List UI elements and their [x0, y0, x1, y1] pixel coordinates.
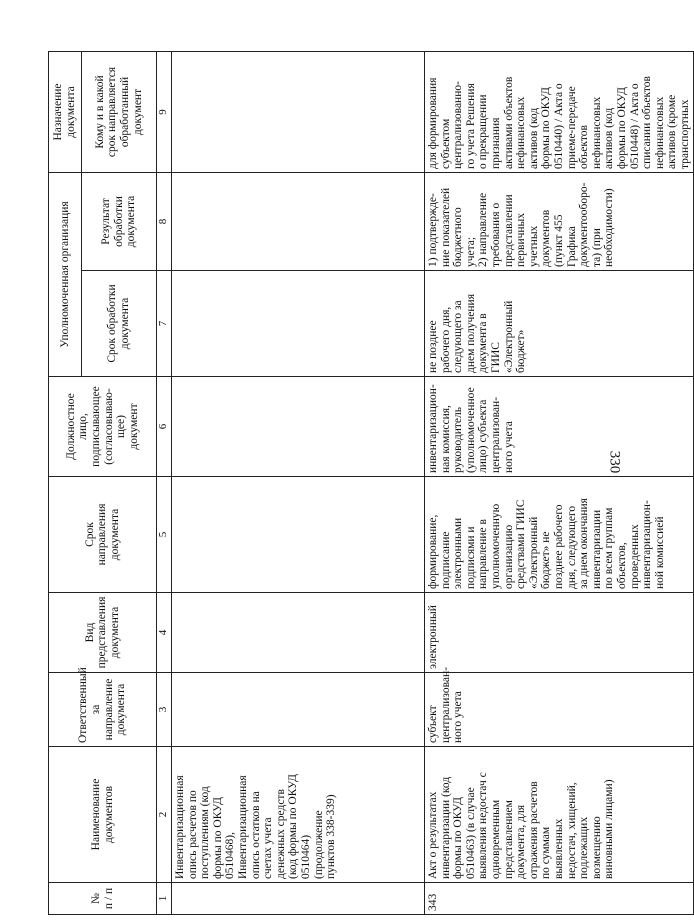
- signing-official-cell: инвентаризацион- ная комиссия, руководитель (уполномоченное лицо) субъекта централизован- ного учета: [425, 377, 694, 477]
- table-row: [172, 51, 425, 914]
- header-responsible: Ответственный за направление документа: [49, 673, 157, 747]
- doc-name-cell: Инвентаризационная опись расчетов по поступлениям (код формы по ОКУД 0510468), Инвентаризационная опись остатков на счетах учета денежных средств (код формы по ОКУД 0510464) (продолжение пунктов 338-339): [172, 747, 425, 883]
- column-number: 6: [157, 377, 172, 477]
- header-signing-official: Должностное лицо, подписывающее (согласовываю- щее) документ: [49, 377, 157, 477]
- column-number: 3: [157, 673, 172, 747]
- recipient-cell: [172, 51, 425, 172]
- row-number: 343: [425, 883, 694, 915]
- send-deadline-cell: формирование, подписание электронными подписями и направление в уполномоченную организацию средствами ГИИС «Электронный бюджет» не позднее рабочего дня, следующего за днем окончания инвентаризации по всем группам объектов, проведенных инвентаризацион- ной комиссией: [425, 477, 694, 593]
- signing-official-cell: [172, 377, 425, 477]
- column-number: 8: [157, 172, 172, 270]
- processing-deadline-cell: не позднее рабочего дня, следующего за днем получения документа в ГИИС «Электронный бюджет»: [425, 271, 694, 377]
- header-send-deadline: Срок направления документа: [49, 477, 157, 593]
- page-number: 330: [606, 450, 623, 474]
- document-flow-table: [48, 51, 694, 915]
- header-group-organization: Уполномоченная организация: [49, 172, 82, 376]
- header-number: № п / п: [49, 883, 157, 915]
- responsible-cell: субъект централизован- ного учета: [425, 673, 694, 747]
- header-processing-result: Результат обработки документа: [82, 172, 157, 270]
- header-processing-deadline: Срок обработки документа: [82, 271, 157, 377]
- column-number: 5: [157, 477, 172, 593]
- header-row-top: [49, 51, 82, 914]
- processing-deadline-cell: [172, 271, 425, 377]
- header-format: Вид представления документа: [49, 593, 157, 673]
- processing-result-cell: 1) подтвержде- ние показателей бюджетного учета; 2) направление требования о представлении первичных учетных документов (пункт 455 Графика документооборо- та) (при необходимости): [425, 172, 694, 270]
- send-deadline-cell: [172, 477, 425, 593]
- column-number: 4: [157, 593, 172, 673]
- column-number-row: [157, 51, 172, 914]
- header-doc-name: Наименование документов: [49, 747, 157, 883]
- table-row: [425, 51, 694, 914]
- recipient-cell: для формирования субъектом централизованно- го учета Решения о прекращении признания активами объектов нефинансовых активов (код формы по ОКУД 0510440) / Акта о приеме-передаче объектов нефинансовых активов (код формы по ОКУД 0510448) / Акта о списании объектов нефинансовых активов (кроме транспортных: [425, 51, 694, 172]
- header-group-destination: Назначение документа: [49, 51, 82, 172]
- format-cell: электронный: [425, 593, 694, 673]
- column-number: 2: [157, 747, 172, 883]
- responsible-cell: [172, 673, 425, 747]
- format-cell: [172, 593, 425, 673]
- row-number: [172, 883, 425, 915]
- column-number: 7: [157, 271, 172, 377]
- processing-result-cell: [172, 172, 425, 270]
- column-number: 9: [157, 51, 172, 172]
- doc-name-cell: Акт о результатах инвентаризации (код формы по ОКУД 0510463) (в случае выявления недостач с одновременным представлением документа, для отражения расчетов по суммам выявленных недостач, хищений, подлежащих возмещению виновными лицами): [425, 747, 694, 883]
- header-recipient: Кому и в какой срок направляется обработанный документ: [82, 51, 157, 172]
- column-number: 1: [157, 883, 172, 915]
